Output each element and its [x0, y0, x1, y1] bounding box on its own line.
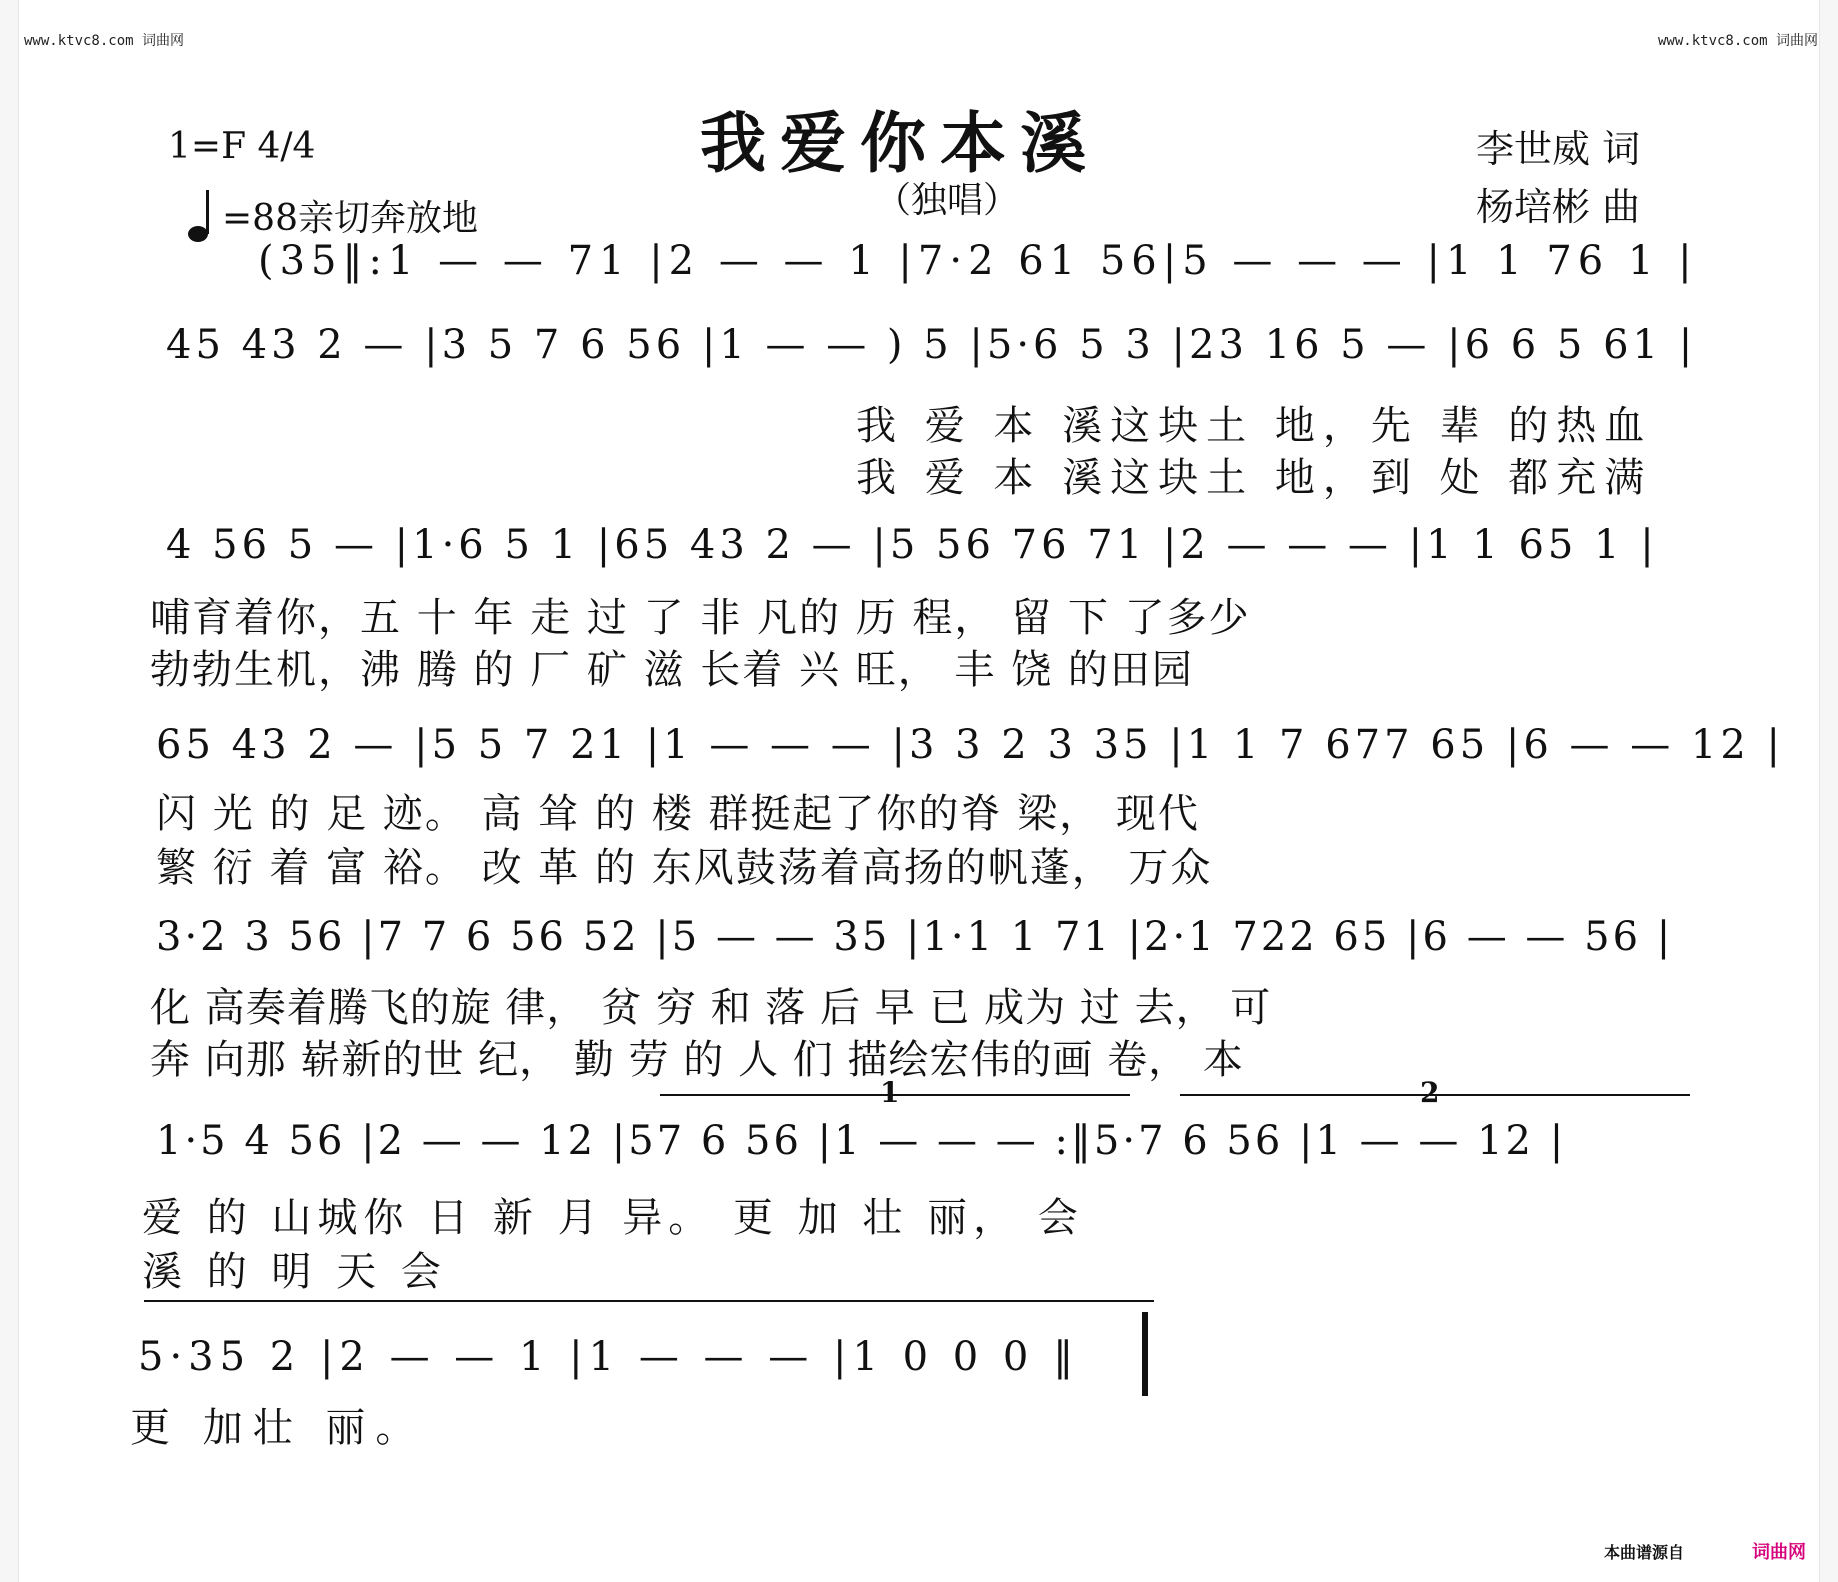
- lyric-row-3-verse-1: 哺育着你，五 十 年 走 过 了 非 凡的 历 程， 留 下 了多少: [150, 595, 1251, 641]
- first-ending-number: 1: [880, 1076, 900, 1109]
- lyric-row-6-verse-2: 溪 的 明 天 会: [142, 1249, 447, 1295]
- lyric-row-2-verse-1: 我 爱 本 溪这块土 地，先 辈 的热血: [856, 403, 1653, 449]
- footer-source-label: 本曲谱源自: [1604, 1543, 1685, 1562]
- quarter-note-icon: [188, 186, 214, 244]
- tempo-marking: [188, 186, 478, 244]
- section-separator: [144, 1300, 1154, 1302]
- lyric-row-4-verse-2: 繁 衍 着 富 裕。 改 革 的 东风鼓荡着高扬的帆蓬， 万众: [156, 845, 1213, 891]
- lyric-row-6-verse-1: 爱 的 山城你 日 新 月 异。 更 加 壮 丽， 会: [142, 1195, 1084, 1241]
- lyric-row-7: 更 加壮 丽。: [130, 1405, 426, 1451]
- lyric-row-4-verse-1: 闪 光 的 足 迹。 高 耸 的 楼 群挺起了你的脊 梁， 现代: [156, 791, 1200, 837]
- final-barline: [1142, 1312, 1148, 1396]
- notation-row-6: 1·5 4 56 |2 — — 12 |57 6 56 |1 — — — :‖5·7 6 56 |1 — — 12 |: [156, 1118, 1567, 1164]
- notation-row-3: 4 56 5 — |1·6 5 1 |65 43 2 — |5 56 76 71 |2 — — — |1 1 65 1 |: [166, 522, 1658, 568]
- notation-row-4: 65 43 2 — |5 5 7 21 |1 — — — |3 3 2 3 35 |1 1 7 677 65 |6 — — 12 |: [156, 722, 1785, 768]
- lyric-row-3-verse-2: 勃勃生机，沸 腾 的 厂 矿 滋 长着 兴 旺， 丰 饶 的田园: [150, 647, 1194, 693]
- notation-row-7: 5·35 2 |2 — — 1 |1 — — — |1 0 0 0 ‖: [138, 1334, 1080, 1380]
- song-subtitle: （独唱）: [875, 180, 1020, 221]
- key-signature: 1=F 4/4: [168, 126, 316, 167]
- right-margin-strip: [1819, 0, 1838, 1582]
- second-ending-number: 2: [1420, 1076, 1440, 1109]
- notation-row-1: (35‖:1 — — 71 |2 — — 1 |7·2 61 56|5 — — — |1 1 76 1 |: [258, 238, 1698, 284]
- footer-brand-link[interactable]: 词曲网: [1752, 1542, 1806, 1563]
- composer-credit: 杨培彬 曲: [1476, 185, 1641, 229]
- lyricist-credit: 李世威 词: [1476, 127, 1641, 171]
- notation-row-5: 3·2 3 56 |7 7 6 56 52 |5 — — 35 |1·1 1 71 |2·1 722 65 |6 — — 56 |: [156, 914, 1674, 960]
- watermark-left: www.ktvc8.com 词曲网: [24, 33, 185, 49]
- lyric-row-5-verse-1: 化 高奏着腾飞的旋 律， 贫 穷 和 落 后 早 已 成为 过 去， 可: [150, 985, 1272, 1031]
- song-title: 我爱你本溪: [700, 104, 1100, 182]
- notation-row-2: 45 43 2 — |3 5 7 6 56 |1 — — ) 5 |5·6 5 3 |23 16 5 — |6 6 5 61 |: [166, 322, 1697, 368]
- lyric-row-2-verse-2: 我 爱 本 溪这块土 地，到 处 都充满: [856, 455, 1653, 501]
- left-margin-strip: [0, 0, 19, 1582]
- tempo-text: =88亲切奔放地: [222, 197, 478, 239]
- watermark-right: www.ktvc8.com 词曲网: [1658, 33, 1819, 49]
- lyric-row-5-verse-2: 奔 向那 崭新的世 纪， 勤 劳 的 人 们 描绘宏伟的画 卷， 本: [150, 1037, 1244, 1083]
